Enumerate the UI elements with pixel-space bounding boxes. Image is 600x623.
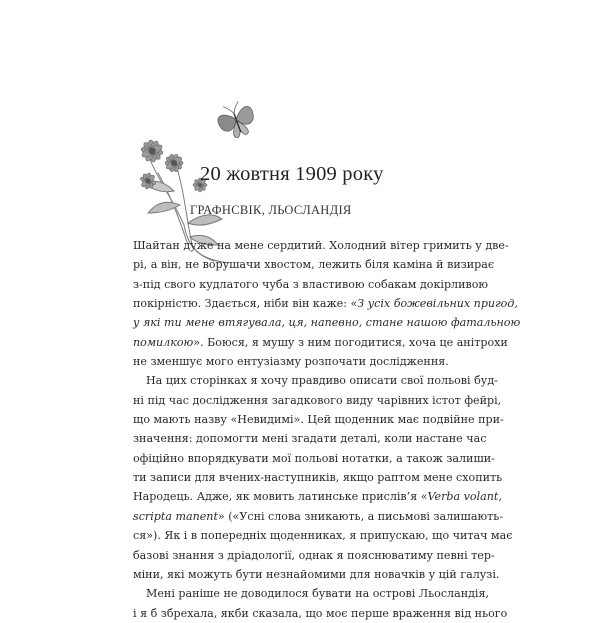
text-line: Народець. Адже, як мовить латинське прислів’я «Verba volant, (133, 490, 502, 504)
text-line: що мають назву «Невидимі». Цей щоденник має подвійне при- (133, 413, 504, 427)
text-line: міни, які можуть бути незнайомими для новачків у цій галузі. (133, 567, 500, 581)
text-line: з-під свого кудлатого чуба з властивою собакам докірливою (133, 277, 489, 291)
paragraph-1 (133, 236, 521, 371)
body-text (133, 236, 521, 623)
text-line: Мені раніше не доводилося бувати на острові Льосландія, (146, 587, 490, 601)
entry-date-heading: 20 жовтня 1909 року (200, 163, 384, 185)
text-line: і я б збрехала, якби сказала, що моє перше враження від нього (133, 606, 508, 620)
text-line: не зменшує мого ентузіазму розпочати дослідження. (133, 355, 449, 369)
text-line: покірністю. Здається, ніби він каже: «З усіх божевільних пригод, (133, 297, 518, 311)
text-line: ти записи для вчених-наступників, якщо раптом мене схопить (133, 471, 503, 485)
text-line: На цих сторінках я хочу правдиво описати свої польові буд- (146, 374, 498, 388)
text-line: офіційно впорядкувати мої польові нотатки, а також залиши- (133, 451, 495, 465)
entry-location: ГРАФНСВІК, ЛЬОСЛАНДІЯ (190, 203, 352, 217)
text-line: помилкою». Боюся, я мушу з ним погодитися, хоча це анітрохи (133, 335, 508, 349)
text-line: scripta manent» («Усні слова зникають, а письмові залишають- (133, 509, 504, 523)
text-line: базові знання з дріадології, однак я пояснюватиму певні тер- (133, 548, 495, 562)
paragraph-2 (133, 371, 513, 584)
paragraph-3 (133, 584, 508, 623)
text-line: значення: допомогти мені згадати деталі, коли настане час (133, 432, 487, 446)
text-line: ся»). Як і в попередніх щоденниках, я припускаю, що читач має (133, 529, 513, 543)
text-line: ні під час дослідження загадкового виду чарівних істот фейрі, (133, 393, 502, 407)
text-line: Шайтан дуже на мене сердитий. Холодний вітер гримить у две- (133, 239, 509, 252)
text-line: рі, а він, не ворушачи хвостом, лежить біля каміна й визирає (133, 258, 495, 272)
text-line: у які ти мене втягувала, ця, напевно, стане нашою фатальною (133, 316, 521, 330)
